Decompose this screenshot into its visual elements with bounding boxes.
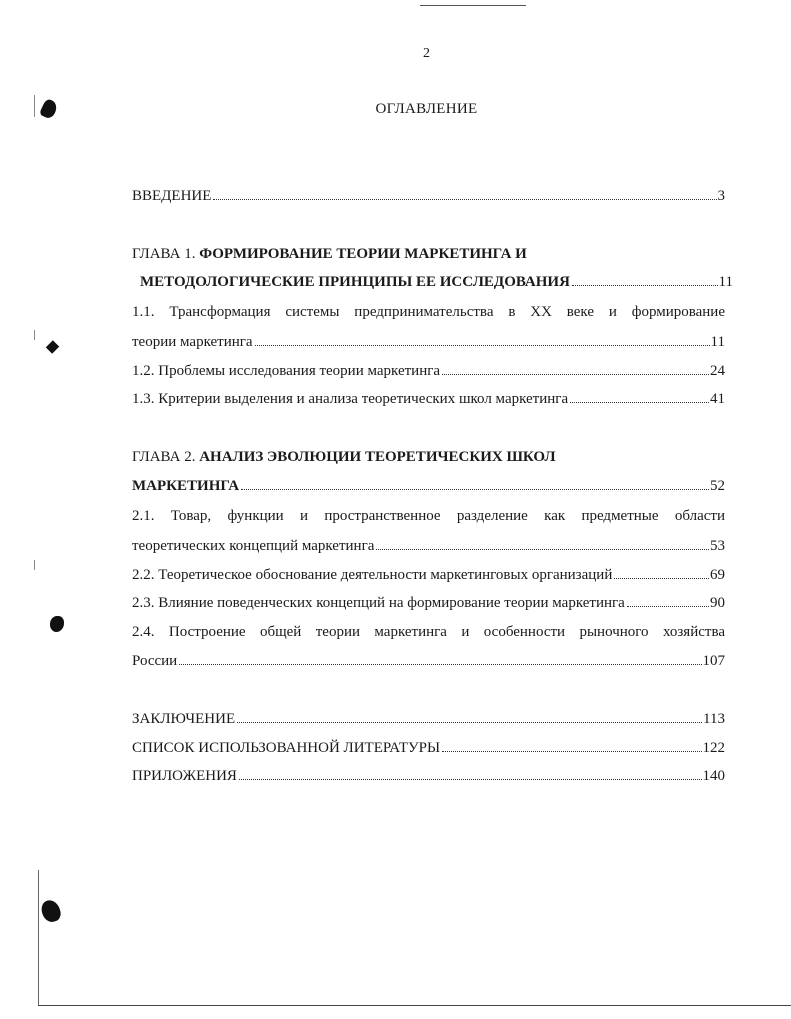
toc-label: теории маркетинга	[132, 334, 253, 350]
scan-hole-blot	[46, 340, 59, 353]
toc-entry-section-1-3[interactable]	[132, 389, 725, 409]
toc-label: ПРИЛОЖЕНИЯ	[132, 768, 237, 784]
scan-margin-mark	[34, 560, 35, 570]
chapter-title: МЕТОДОЛОГИЧЕСКИЕ ПРИНЦИПЫ ЕЕ ИССЛЕДОВАНИЯ	[140, 274, 570, 290]
toc-page-number: 90	[710, 595, 725, 611]
leader-dots	[442, 751, 701, 752]
scan-hole-blot	[50, 616, 64, 632]
toc-label: ЗАКЛЮЧЕНИЕ	[132, 711, 236, 727]
toc-page-number: 113	[703, 711, 725, 727]
toc-entry-introduction[interactable]	[132, 186, 725, 206]
toc-chapter2-heading-line1	[132, 447, 725, 467]
leader-dots	[376, 549, 709, 550]
toc-entry-section-2-2[interactable]	[132, 565, 725, 585]
leader-dots	[614, 578, 709, 579]
toc-page-number: 3	[717, 188, 725, 204]
toc-entry-section-2-4[interactable]	[132, 651, 725, 671]
toc-page-number: 69	[710, 567, 725, 583]
toc-page-number: 24	[710, 363, 725, 379]
toc-entry-section-1-1[interactable]	[132, 332, 725, 352]
toc-entry-section-2-1[interactable]	[132, 536, 725, 556]
leader-dots	[627, 606, 709, 607]
toc-page-number: 140	[702, 768, 725, 784]
toc-section-2-1-line1: 2.1. Товар, функции и пространственное разделение как предметные области	[132, 508, 725, 524]
toc-label: ВВЕДЕНИЕ	[132, 188, 212, 204]
chapter-prefix: ГЛАВА 2.	[132, 449, 200, 465]
chapter-title: АНАЛИЗ ЭВОЛЮЦИИ ТЕОРЕТИЧЕСКИХ ШКОЛ	[199, 449, 556, 465]
leader-dots	[179, 664, 701, 665]
scan-edge-line	[38, 1005, 791, 1006]
toc-page-number: 11	[710, 334, 725, 350]
page-number: 2	[423, 46, 430, 61]
leader-dots	[237, 722, 702, 723]
leader-dots	[213, 199, 716, 200]
toc-entry-section-1-2[interactable]	[132, 361, 725, 381]
page-title: ОГЛАВЛЕНИЕ	[375, 101, 478, 117]
toc-label: 1.3. Критерии выделения и анализа теоретических школ маркетинга	[132, 391, 569, 407]
toc-label: теоретических концепций маркетинга	[132, 538, 375, 554]
toc-entry-chapter2[interactable]	[132, 476, 725, 496]
toc-page-number: 52	[710, 478, 725, 494]
toc-label: 1.2. Проблемы исследования теории маркетинга	[132, 363, 441, 379]
chapter-title: МАРКЕТИНГА	[132, 478, 240, 494]
toc-page-number: 53	[710, 538, 725, 554]
scan-margin-mark	[34, 330, 35, 340]
toc-section-1-1-line1: 1.1. Трансформация системы предпринимательства в XX веке и формирование	[132, 304, 725, 320]
toc-entry-references[interactable]	[132, 738, 725, 758]
leader-dots	[442, 374, 709, 375]
leader-dots	[572, 285, 718, 286]
toc-page-number: 122	[702, 740, 725, 756]
toc-page-number: 107	[702, 653, 725, 669]
toc-label: 2.3. Влияние поведенческих концепций на формирование теории маркетинга	[132, 595, 625, 611]
leader-dots	[241, 489, 709, 490]
toc-chapter1-heading-line1	[132, 244, 725, 264]
toc-entry-chapter1[interactable]	[132, 272, 733, 292]
scan-edge-line	[420, 5, 526, 6]
toc-section-2-4-line1: 2.4. Построение общей теории маркетинга и особенности рыночного хозяйства	[132, 624, 725, 640]
toc-label: 2.2. Теоретическое обоснование деятельности маркетинговых организаций	[132, 567, 613, 583]
toc-page-number: 41	[710, 391, 725, 407]
scan-edge-line	[38, 870, 39, 1005]
scan-hole-blot	[39, 898, 62, 924]
toc-entry-section-2-3[interactable]	[132, 593, 725, 613]
leader-dots	[239, 779, 702, 780]
toc-page-number: 11	[718, 274, 733, 290]
toc-entry-conclusion[interactable]	[132, 709, 725, 729]
chapter-prefix: ГЛАВА 1.	[132, 246, 200, 262]
toc-entry-appendices[interactable]	[132, 766, 725, 786]
toc-label: СПИСОК ИСПОЛЬЗОВАННОЙ ЛИТЕРАТУРЫ	[132, 740, 441, 756]
leader-dots	[570, 402, 709, 403]
chapter-title: ФОРМИРОВАНИЕ ТЕОРИИ МАРКЕТИНГА И	[199, 246, 527, 262]
toc-label: России	[132, 653, 178, 669]
leader-dots	[255, 345, 710, 346]
